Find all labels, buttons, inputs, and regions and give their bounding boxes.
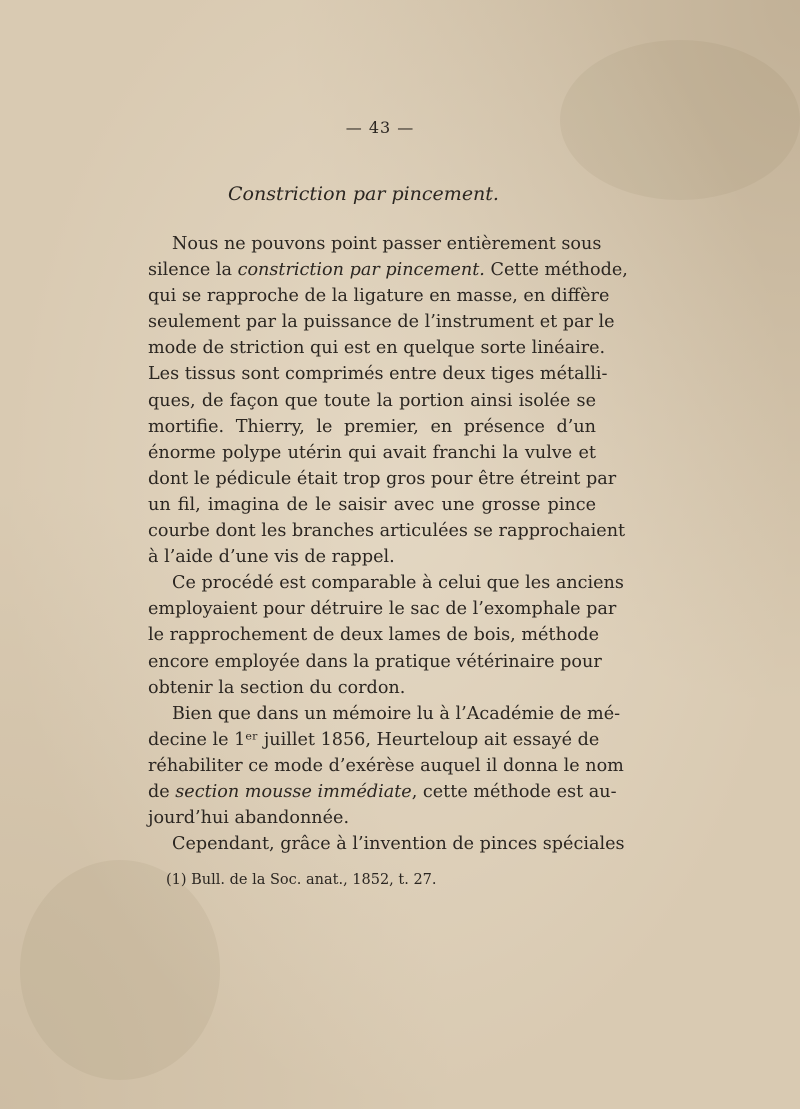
text-line [148,309,615,335]
paper-stain [20,860,220,1080]
text-line [148,257,628,283]
text-run: Nous ne pouvons point passer entièrement sous [172,234,602,254]
text-line [148,649,602,675]
text-line [148,596,617,622]
text-run: qui se rapproche de la ligature en masse, en diffère [148,286,610,307]
text-run: Cependant, grâce à l’invention de pinces spéciales [172,834,625,855]
text-line [148,544,596,570]
text-run: à l’aide d’une vis de rappel. [148,547,395,568]
text-run: obtenir la section du cordon. [148,677,406,698]
text-line [148,361,608,387]
text-line [148,570,624,596]
text-run: jourd’hui abandonnée. [148,808,350,829]
text-run: le rapprochement de deux lames de bois, méthode [148,625,600,646]
body-text [148,231,628,857]
text-line [148,701,621,727]
text-run: dont le pédicule était trop gros pour être étreint par [148,468,617,489]
text-run: Ce procédé est comparable à celui que les anciens [172,573,624,594]
page-number: — 43 — [345,118,415,137]
text-line [148,518,626,544]
text-run: mortifie. Thierry, le premier, en présence d’un [148,416,596,437]
text-line [148,675,596,701]
text-run: réhabiliter ce mode d’exérèse auquel il donna le nom [148,755,624,776]
paper-stain [560,40,800,200]
text-line [148,440,596,466]
text-line [148,805,596,831]
italic-term: section mousse immédiate [175,781,412,802]
text-line [148,335,606,361]
text-line [148,231,602,257]
text-run: Les tissus sont comprimés entre deux tiges métalli- [148,364,608,385]
text-run: seulement par la puissance de l’instrument et par le [148,312,615,333]
text-line [148,727,600,753]
text-line [148,622,600,648]
italic-term: constriction par pincement. [237,260,485,281]
text-run: un fil, imagina de le saisir avec une grosse pince [148,494,596,515]
text-line [148,831,625,857]
text-line [148,753,624,779]
text-line [148,388,596,414]
section-title: Constriction par pincement. [228,183,499,205]
text-run: énorme polype utérin qui avait franchi la vulve et [148,442,596,463]
footnote: (1) Bull. de la Soc. anat., 1852, t. 27. [166,872,437,888]
text-run: encore employée dans la pratique vétérinaire pour [148,651,602,672]
text-run: de [148,781,176,802]
text-run: courbe dont les branches articulées se rapprochaient [148,521,626,542]
text-run: Bien que dans un mémoire lu à l’Académie de mé- [172,703,621,724]
text-run: ques, de façon que toute la portion ainsi isolée se [148,390,596,411]
text-line [148,779,617,805]
text-line [148,414,596,440]
text-run: , cette méthode est au- [411,781,617,802]
text-line [148,283,610,309]
text-run: silence la [148,260,238,281]
text-run: Cette méthode, [484,260,628,281]
text-run: employaient pour détruire le sac de l’exomphale par [148,599,617,620]
text-run: decine le 1ᵉʳ juillet 1856, Heurteloup ait essayé de [148,729,600,750]
text-run: mode de striction qui est en quelque sorte linéaire. [148,338,606,359]
text-line [148,466,617,492]
text-line [148,492,596,518]
